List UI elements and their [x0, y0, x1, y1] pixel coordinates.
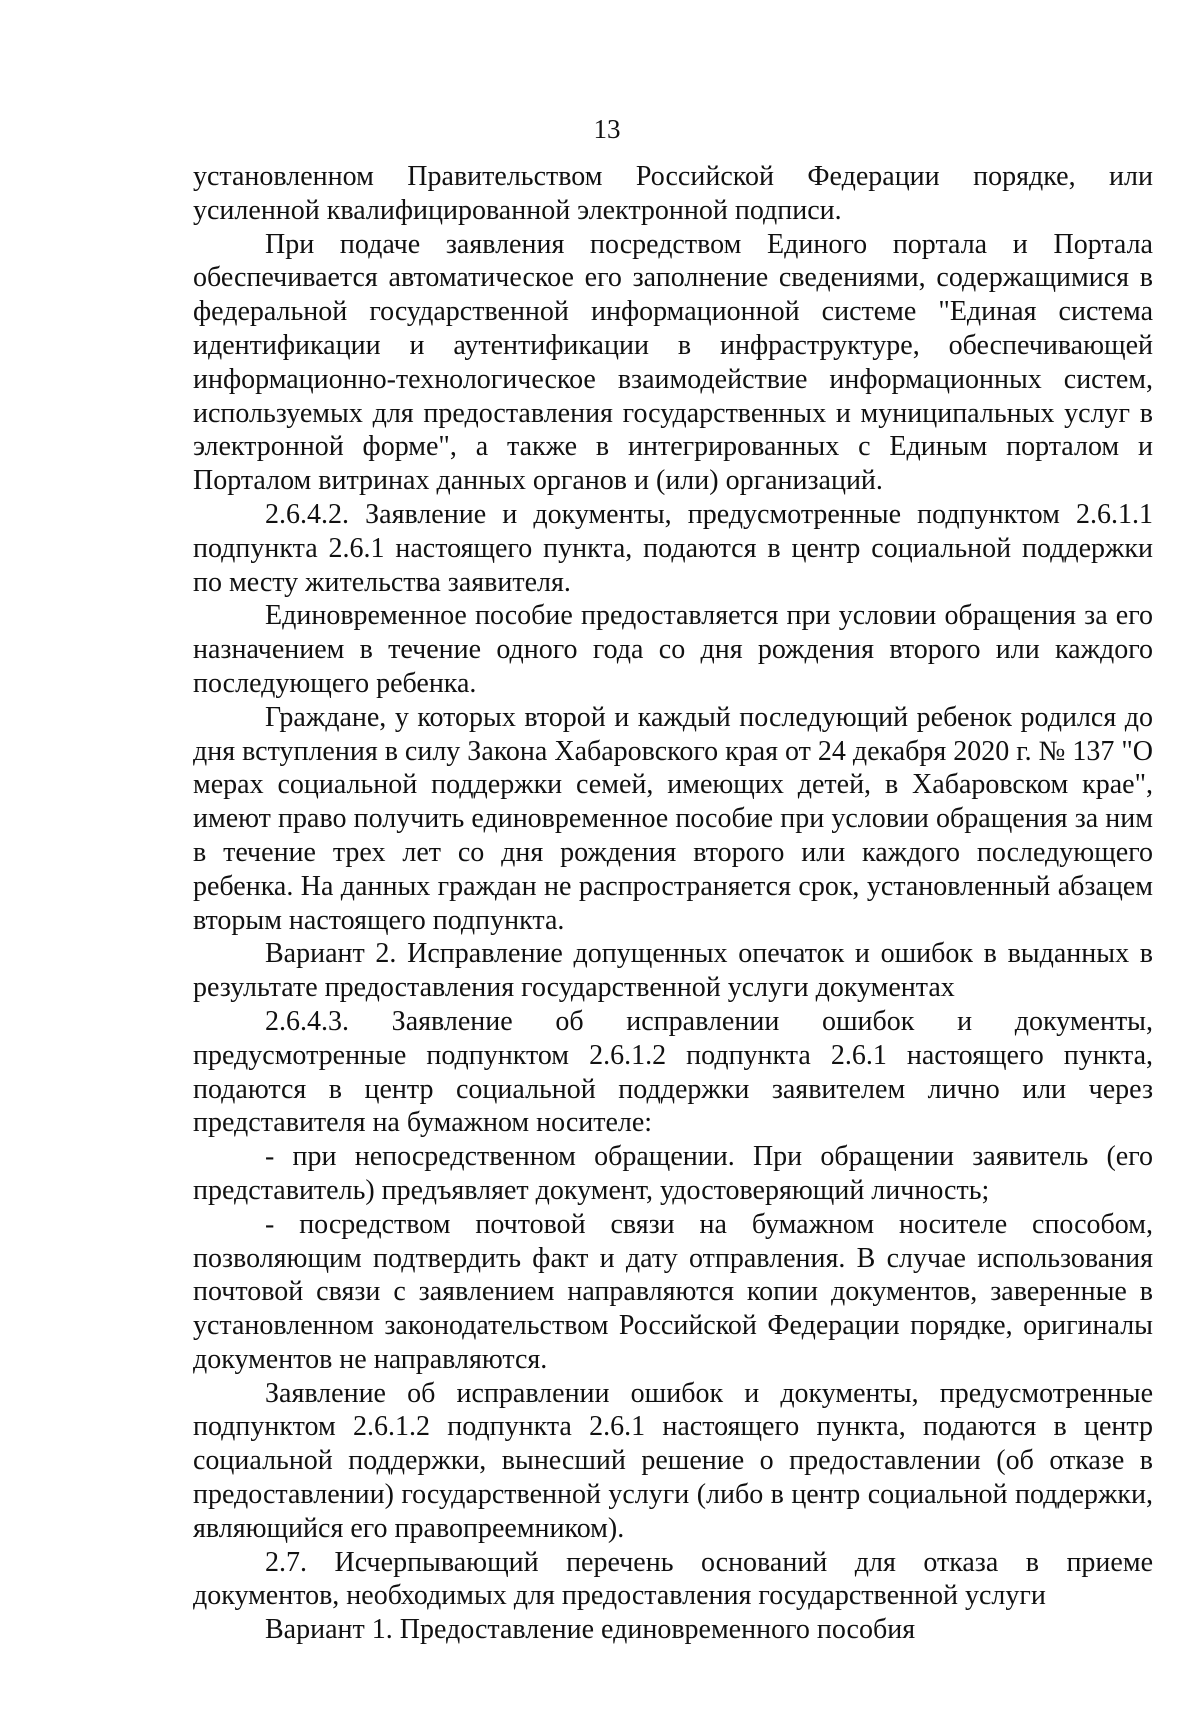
paragraph-continuation: установленном Правительством Российской Федерации порядке, или усиленной квалифицированной электронной подписи.	[193, 161, 1153, 226]
list-item-direct-appeal: - при непосредственном обращении. При обращении заявитель (его представитель) предъявляет документ, удостоверяющий личность;	[193, 1141, 1153, 1206]
paragraph-allowance-condition: Единовременное пособие предоставляется при условии обращения за его назначением в течение одного года со дня рождения второго или каждого последующего ребенка.	[193, 600, 1153, 699]
paragraph-variant-1-heading: Вариант 1. Предоставление единовременного пособия	[265, 1614, 916, 1646]
paragraph-portal-autofill: При подаче заявления посредством Единого портала и Портала обеспечивается автоматическое его заполнение сведениями, содержащимися в федеральной государственной информационной системе "Единая система идентификации и аутентификации в инфраструктуре, обеспечивающей информационно-технологическое взаимодействие информационных систем, используемых для предоставления государственных и муниципальных услуг в электронной форме", а также в интегрированных с Единым порталом и Порталом витринах данных органов и (или) организаций.	[193, 228, 1153, 497]
page-number: 13	[593, 114, 621, 144]
paragraph-2-6-4-2: 2.6.4.2. Заявление и документы, предусмотренные подпунктом 2.6.1.1 подпункта 2.6.1 настоящего пункта, подаются в центр социальной поддержки по месту жительства заявителя.	[193, 498, 1153, 598]
paragraph-2-7-heading: 2.7. Исчерпывающий перечень оснований для отказа в приеме документов, необходимых для предоставления государственной услуги	[193, 1546, 1153, 1612]
paragraph-2-6-4-3: 2.6.4.3. Заявление об исправлении ошибок и документы, предусмотренные подпунктом 2.6.1.2 подпункта 2.6.1 настоящего пункта, подаются в центр социальной поддержки заявителем лично или через представителя на бумажном носителе:	[193, 1005, 1153, 1139]
document-body	[193, 160, 1153, 1647]
paragraph-citizens-law-137: Граждане, у которых второй и каждый последующий ребенок родился до дня вступления в силу Закона Хабаровского края от 24 декабря 2020 г. № 137 "О мерах социальной поддержки семей, имеющих детей, в Хабаровском крае", имеют право получить единовременное пособие при условии обращения за ним в течение трех лет со дня рождения второго или каждого последующего ребенка. На данных граждан не распространяется срок, установленный абзацем вторым настоящего подпункта.	[193, 701, 1153, 936]
paragraph-correction-submission: Заявление об исправлении ошибок и документы, предусмотренные подпунктом 2.6.1.2 подпункта 2.6.1 настоящего пункта, подаются в центр социальной поддержки, вынесший решение о предоставлении (об отказе в предоставлении) государственной услуги (либо в центр социальной поддержки, являющийся его правопреемником).	[193, 1377, 1153, 1544]
list-item-postal: - посредством почтовой связи на бумажном носителе способом, позволяющим подтвердить факт и дату отправления. В случае использования почтовой связи с заявлением направляются копии документов, заверенные в установленном законодательством Российской Федерации порядке, оригиналы документов не направляются.	[193, 1208, 1153, 1375]
paragraph-variant-2-heading: Вариант 2. Исправление допущенных опечаток и ошибок в выданных в результате предоставления государственной услуги документах	[193, 938, 1153, 1004]
